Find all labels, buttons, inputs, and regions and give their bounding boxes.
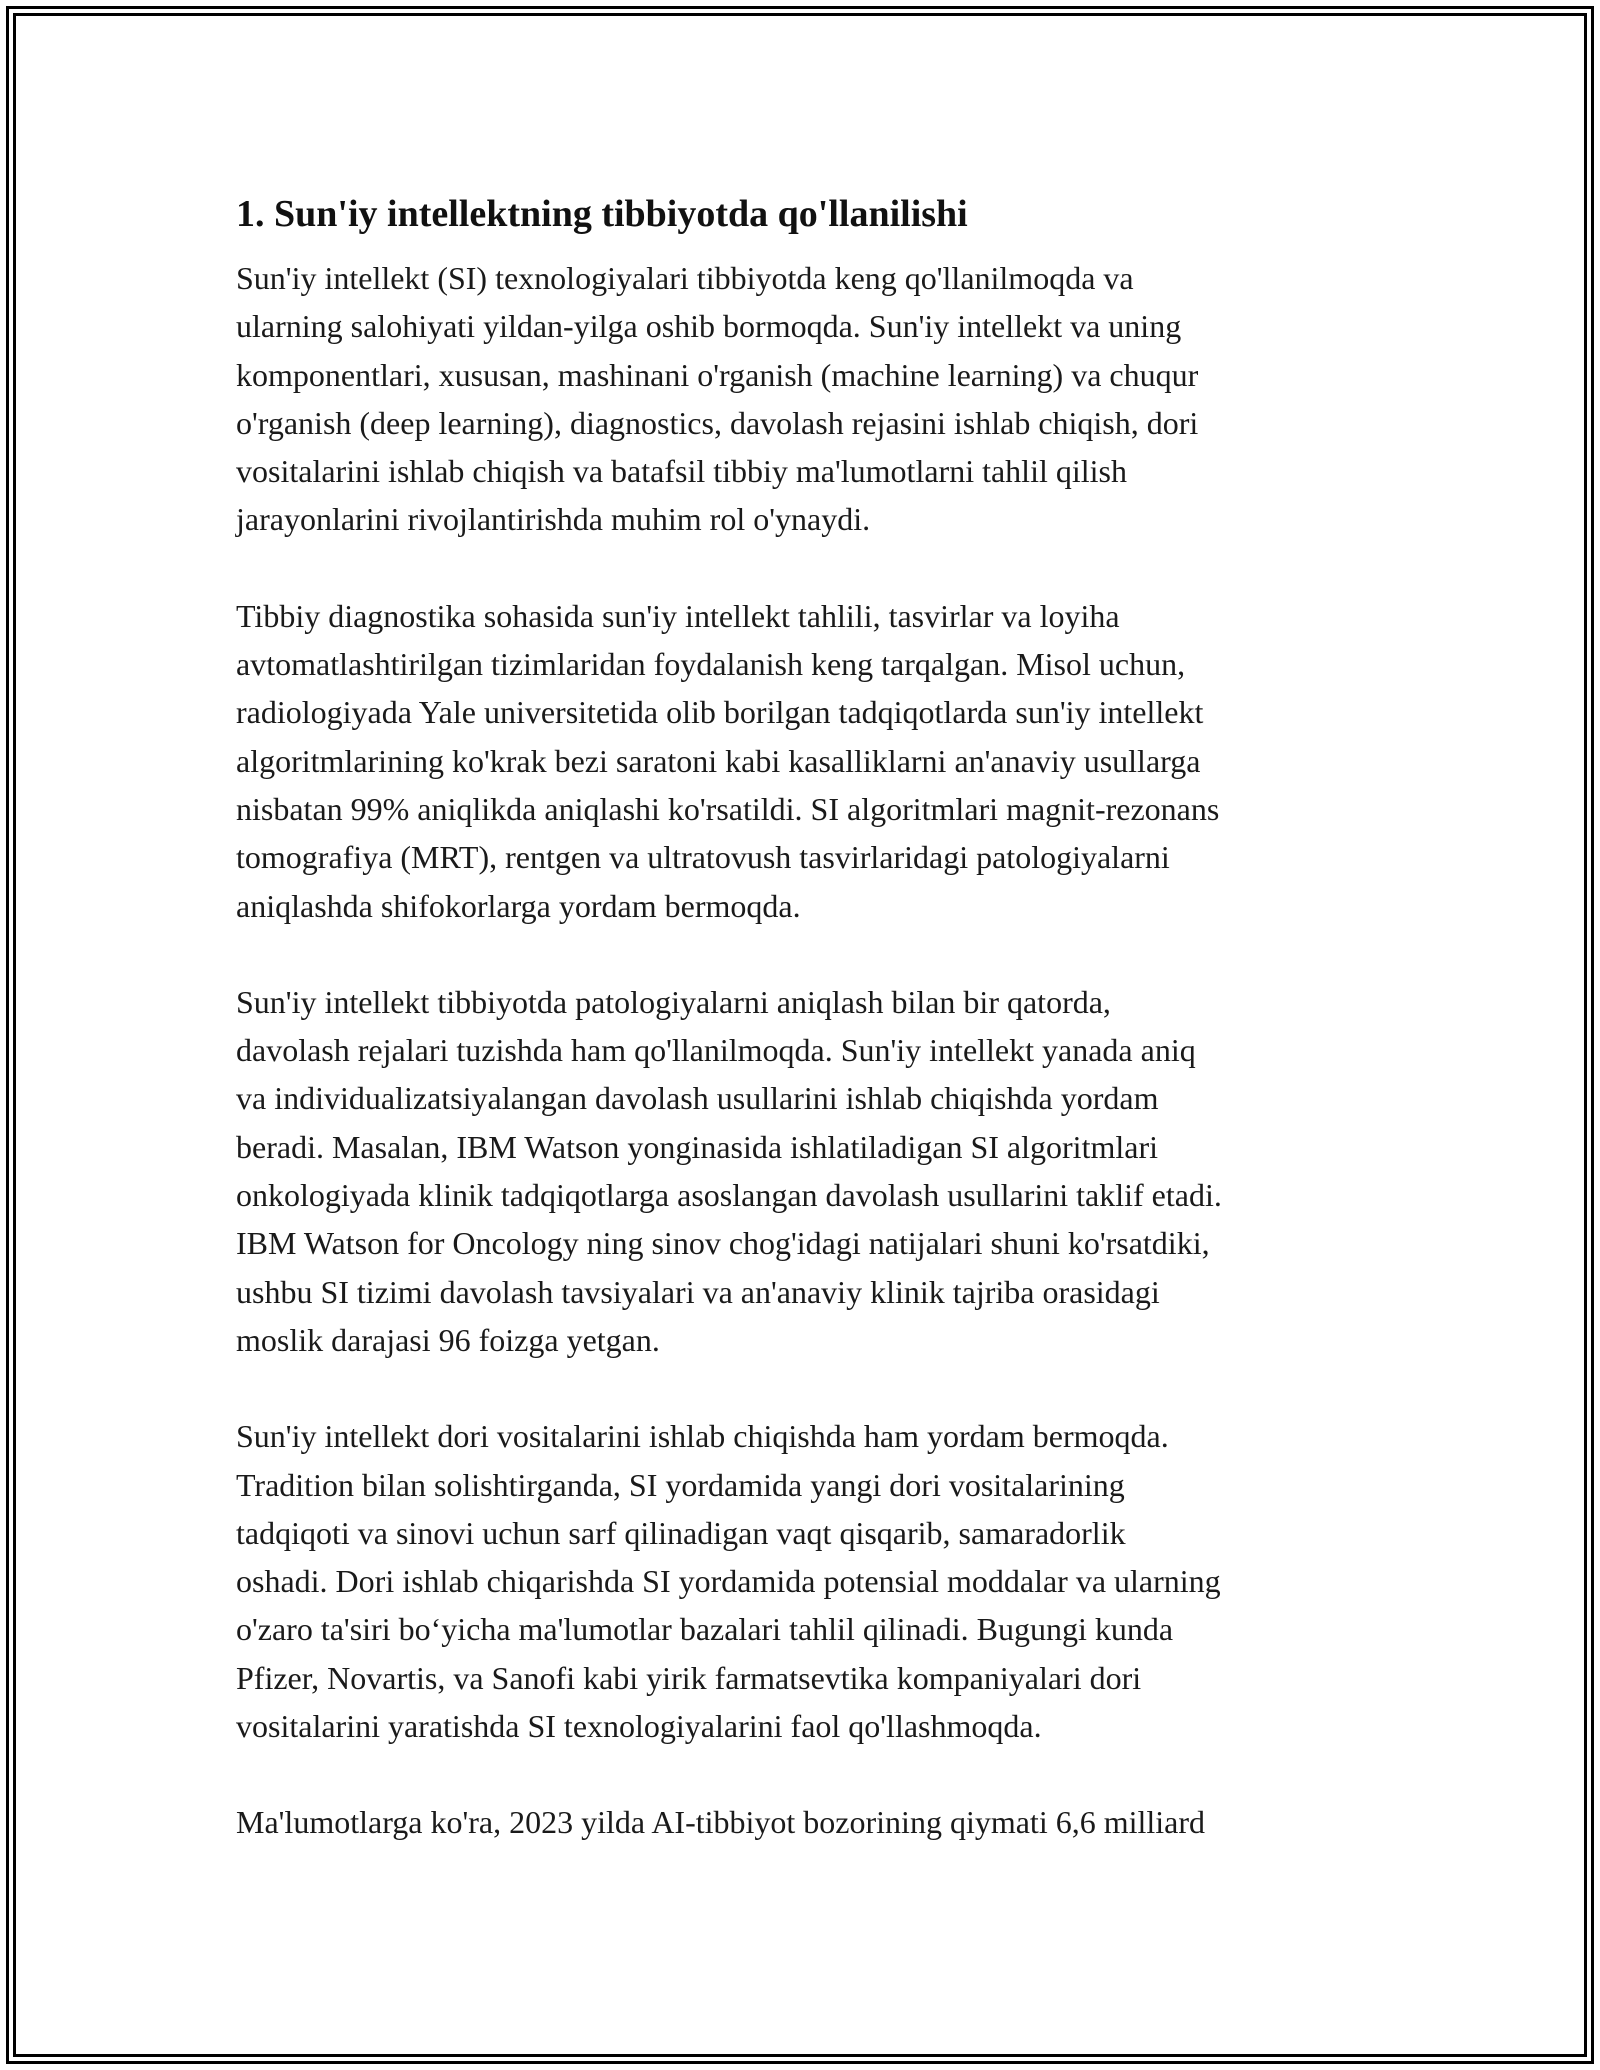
paragraph-diagnostics bbox=[236, 592, 1376, 930]
text-line: o'zaro ta'siri bo‘yicha ma'lumotlar bazalari tahlil qilinadi. Bugungi kunda bbox=[236, 1611, 1174, 1648]
text-line: Ma'lumotlarga ko'ra, 2023 yilda AI-tibbiyot bozorining qiymati 6,6 milliard bbox=[236, 1804, 1206, 1841]
section-heading: 1. Sun'iy intellektning tibbiyotda qo'llanilishi bbox=[236, 193, 968, 235]
text-line: Tradition bilan solishtirganda, SI yordamida yangi dori vositalarining bbox=[236, 1466, 1125, 1503]
text-line: vositalarini yaratishda SI texnologiyalarini faol qo'llashmoqda. bbox=[236, 1708, 1042, 1745]
text-line: nisbatan 99% aniqlikda aniqlashi ko'rsatildi. SI algoritmlari magnit-rezonans bbox=[236, 790, 1220, 827]
text-line: Sun'iy intellekt tibbiyotda patologiyalarni aniqlash bilan bir qatorda, bbox=[236, 983, 1111, 1020]
text-line: aniqlashda shifokorlarga yordam bermoqda. bbox=[236, 887, 801, 924]
text-line: radiologiyada Yale universitetida olib borilgan tadqiqotlarda sun'iy intellekt bbox=[236, 694, 1204, 731]
paragraph-treatment bbox=[236, 978, 1376, 1364]
text-line: komponentlari, xususan, mashinani o'rganish (machine learning) va chuqur bbox=[236, 356, 1199, 393]
text-line: tadqiqoti va sinovi uchun sarf qilinadigan vaqt qisqarib, samaradorlik bbox=[236, 1514, 1126, 1551]
paragraph-intro bbox=[236, 254, 1376, 544]
text-line: Pfizer, Novartis, va Sanofi kabi yirik farmatsevtika kompaniyalari dori bbox=[236, 1659, 1142, 1696]
text-line: onkologiyada klinik tadqiqotlarga asoslangan davolash usullarini taklif etadi. bbox=[236, 1177, 1222, 1214]
text-line: ularning salohiyati yildan-yilga oshib bormoqda. Sun'iy intellekt va uning bbox=[236, 308, 1182, 345]
text-line: oshadi. Dori ishlab chiqarishda SI yordamida potensial moddalar va ularning bbox=[236, 1563, 1221, 1600]
document-body bbox=[236, 186, 1376, 1895]
text-line: Tibbiy diagnostika sohasida sun'iy intellekt tahlili, tasvirlar va loyiha bbox=[236, 597, 1120, 634]
text-line: Sun'iy intellekt dori vositalarini ishlab chiqishda ham yordam bermoqda. bbox=[236, 1418, 1169, 1455]
text-line: beradi. Masalan, IBM Watson yonginasida ishlatiladigan SI algoritmlari bbox=[236, 1128, 1158, 1165]
text-line: davolash rejalari tuzishda ham qo'llanilmoqda. Sun'iy intellekt yanada aniq bbox=[236, 1032, 1196, 1069]
text-line: ushbu SI tizimi davolash tavsiyalari va an'anaviy klinik tajriba orasidagi bbox=[236, 1273, 1160, 1310]
text-line: algoritmlarining ko'krak bezi saratoni kabi kasalliklarni an'anaviy usullarga bbox=[236, 742, 1201, 779]
paragraph-market bbox=[236, 1798, 1376, 1846]
text-line: o'rganish (deep learning), diagnostics, davolash rejasini ishlab chiqish, dori bbox=[236, 404, 1199, 441]
text-line: jarayonlarini rivojlantirishda muhim rol o'ynaydi. bbox=[236, 501, 871, 538]
paragraph-drug-development bbox=[236, 1412, 1376, 1750]
text-line: vositalarini ishlab chiqish va batafsil tibbiy ma'lumotlarni tahlil qilish bbox=[236, 453, 1127, 490]
text-line: avtomatlashtirilgan tizimlaridan foydalanish keng tarqalgan. Misol uchun, bbox=[236, 646, 1186, 683]
text-line: IBM Watson for Oncology ning sinov chog'idagi natijalari shuni ko'rsatdiki, bbox=[236, 1225, 1210, 1262]
text-line: Sun'iy intellekt (SI) texnologiyalari tibbiyotda keng qo'llanilmoqda va bbox=[236, 260, 1134, 296]
text-line: moslik darajasi 96 foizga yetgan. bbox=[236, 1321, 660, 1358]
text-line: tomografiya (MRT), rentgen va ultratovush tasvirlaridagi patologiyalarni bbox=[236, 839, 1170, 876]
text-line: va individualizatsiyalangan davolash usullarini ishlab chiqishda yordam bbox=[236, 1080, 1159, 1117]
